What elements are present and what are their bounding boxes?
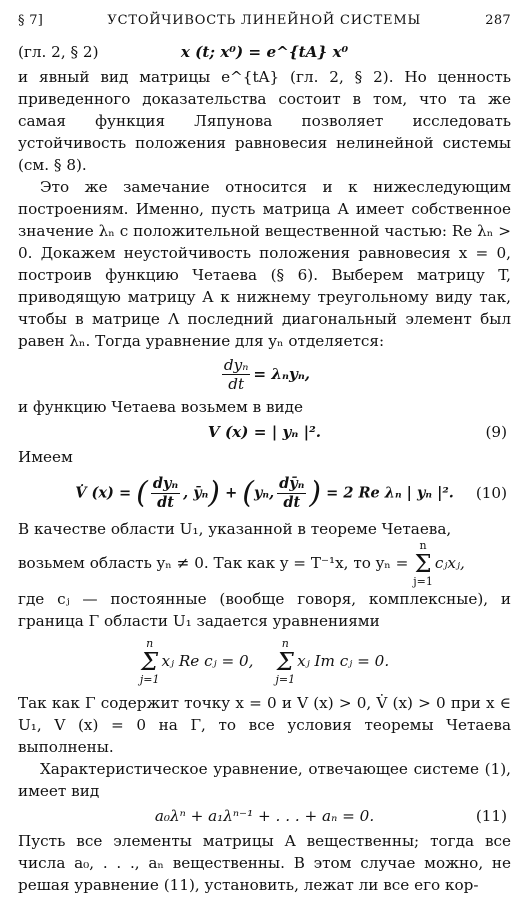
right-paren: ) [208,475,220,510]
left-paren: ( [136,475,148,510]
paragraph-4c: где cⱼ — постоянные (вообще говоря, комплексные), и граница Γ области U₁ задается уравнениями [18,590,511,630]
equation-11 [18,804,511,828]
fraction-denominator: dt [283,493,301,511]
equation-top: x (t; x⁰) = e^{tA} x⁰ [180,43,349,61]
equation-10-lhs: V̇ (x) = [75,484,132,501]
paragraph-3: и функцию Четаева возьмем в виде [18,398,304,416]
sigma-icon: Σ [414,550,432,578]
equation-top-row [18,40,511,64]
label-imeem: Имеем [18,448,73,466]
section-label: § 7] [18,13,44,28]
sum-symbol [140,638,160,686]
paragraph-6: Характеристическое уравнение, отвечающее системе (1), имеет вид [18,760,511,800]
paragraph-5: Так как Γ содержит точку x = 0 и V (x) > 0, V̇ (x) > 0 при x ∈ U₁, V (x) = 0 на Γ, то все условия теоремы Четаева выполнены. [18,694,511,756]
chapter-reference: (гл. 2, § 2) [18,43,99,61]
fraction-denominator: dt [157,493,174,511]
running-head [18,10,511,32]
sum-upper: n [146,637,154,650]
equation-10-rhs: = 2 Re λₙ | yₙ |². [326,484,454,501]
sum-lower: j=1 [139,673,160,686]
equation-11-number: (11) [475,807,507,825]
paragraph-7: Пусть все элементы матрицы A вещественны; тогда все числа a₀, . . ., aₙ вещественны. В этом случае можно, не решая уравнение (11), установить, лежат ли все его кор- [18,832,511,894]
equation-10-part2-head: yₙ, [254,484,275,501]
boundary-sum-1: xⱼ Re cⱼ = 0, [161,652,254,670]
equation-boundary [18,634,511,690]
right-paren: ) [309,475,322,510]
fraction-denominator: dt [228,374,245,393]
fraction-dyn-bar-dt [277,475,306,512]
fraction-numerator: dyₙ [223,355,249,374]
equation-10-part1-tail: , ȳₙ [183,484,209,501]
running-title: УСТОЙЧИВОСТЬ ЛИНЕЙНОЙ СИСТЕМЫ [107,13,422,28]
paragraph-4b [18,540,511,588]
equation-separation-rhs: = λₙyₙ, [253,365,311,383]
sum-lower: j=1 [275,673,296,686]
equation-10-plus: + [225,484,238,501]
fraction-numerator: dyₙ [152,474,179,492]
sum-symbol [276,638,296,686]
equation-9 [18,420,511,444]
sum-symbol [413,540,433,588]
paragraph-2: Это же замечание относится и к нижеследующим построениям. Именно, пусть матрица A имеет собственное значение λₙ с положительной вещественной частью: Re λₙ > 0. Докажем неустойчивость положения равновесия x = 0, построив функцию Четаева (§ 6). Выберем матрицу T, приводящую матрицу A к нижнему треугольному виду так, чтобы в матрице Λ последний диагональный элемент был равен λₙ. Тогда уравнение для yₙ отделяется: [18,178,511,350]
paragraph-1: и явный вид матрицы e^{tA} (гл. 2, § 2). Но ценность приведенного доказательства состоит в том, что та же самая функция Ляпунова позволяет исследовать устойчивость положения равновесия нелинейной системы (см. § 8). [18,68,511,174]
fraction-dyn-dt [222,356,250,393]
paragraph-4a: В качестве области U₁, указанной в теореме Четаева, [18,520,452,538]
sigma-icon: Σ [276,648,294,676]
equation-11-formula: a₀λⁿ + a₁λⁿ⁻¹ + . . . + aₙ = 0. [154,807,375,825]
equation-9-formula: V (x) = | yₙ |². [207,423,322,441]
sum-lower: j=1 [413,575,433,588]
paragraph-4b-text: возьмем область yₙ ≠ 0. Так как y = T⁻¹x, то yₙ = [18,554,409,572]
fraction-dyn-dt-2 [151,475,180,512]
boundary-sum-2: xⱼ Im cⱼ = 0. [297,652,390,670]
equation-separation [18,354,511,394]
equation-9-number: (9) [485,423,507,441]
left-paren: ( [242,475,254,510]
equation-10 [18,470,511,516]
sum-body: cⱼxⱼ, [434,554,465,572]
sum-upper: n [419,539,427,552]
fraction-numerator: dȳₙ [279,474,305,492]
sigma-icon: Σ [141,648,159,676]
sum-upper: n [281,637,289,650]
page-number: 287 [485,13,511,28]
equation-10-number: (10) [475,484,507,502]
